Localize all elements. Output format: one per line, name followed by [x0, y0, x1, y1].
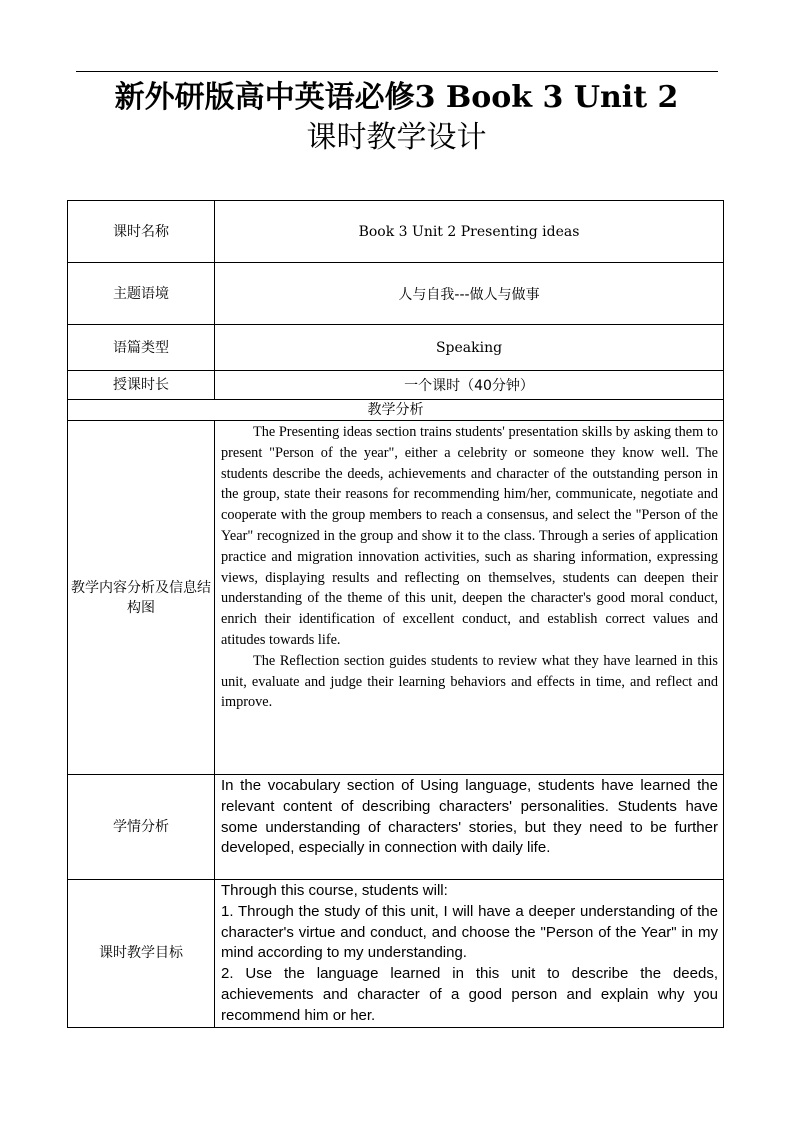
duration-value: 一个课时（40分钟） — [215, 371, 724, 400]
table-row — [68, 263, 724, 325]
table-row — [68, 371, 724, 400]
learner-analysis-text: In the vocabulary section of Using language, students have learned the relevant content of describing characters' personalities. Students have some understanding of characters' stories, but they need to be further developed, especially in connection with daily life. — [221, 777, 718, 857]
table-row — [68, 201, 724, 263]
content-analysis-label: 教学内容分析及信息结构图 — [68, 421, 215, 775]
duration-label: 授课时长 — [68, 371, 215, 400]
table-row — [68, 400, 724, 421]
table-row — [68, 775, 724, 880]
content-paragraph-2: The Reflection section guides students to review what they have learned in this unit, evaluate and judge their learning behaviors and effects in time, and reflect and improve. — [221, 652, 718, 711]
objective-item-1: 1. Through the study of this unit, I will have a deeper understanding of the character's virtue and conduct, and choose the "Person of the Year" in my mind according to my understanding. — [221, 902, 718, 962]
theme-label: 主题语境 — [68, 263, 215, 325]
document-title: 新外研版高中英语必修3 Book 3 Unit 2 — [114, 80, 679, 115]
lesson-name-value: Book 3 Unit 2 Presenting ideas — [215, 201, 724, 263]
table-row — [68, 325, 724, 371]
objectives-label: 课时教学目标 — [68, 880, 215, 1028]
table-row — [68, 880, 724, 1028]
content-paragraph-1: The Presenting ideas section trains students' presentation skills by asking them to present "Person of the year", either a celebrity or someone they know well. The students describe the deeds, achievements and character of the outstanding person in the group, state their reasons for recommending him/her, communicate, negotiate and cooperate with the group members to reach a consensus, and select the "Person of the Year" recognized in the group and show it to the class. Through a series of application practice and migration innovation activities, such as sharing information, expressing views, displaying results and reflecting on themselves, students can deepen their understanding of the theme of this unit, deepen the character's good moral conduct, enrich their identification of excellent conduct, and establish correct values and atitudes towards life. — [221, 424, 718, 648]
content-analysis-cell — [215, 421, 724, 775]
text-type-label: 语篇类型 — [68, 325, 215, 371]
table-row — [68, 421, 724, 775]
header-rule — [76, 71, 718, 72]
learner-analysis-cell — [215, 775, 724, 880]
lesson-plan-table — [67, 200, 724, 1028]
analysis-heading: 教学分析 — [68, 400, 724, 421]
document-subtitle: 课时教学设计 — [306, 120, 487, 155]
lesson-name-label: 课时名称 — [68, 201, 215, 263]
objective-item-2: 2. Use the language learned in this unit to describe the deeds, achievements and character of a good person and explain why you recommend him or her. — [221, 965, 718, 1024]
objectives-intro: Through this course, students will: — [221, 882, 448, 899]
objectives-cell — [215, 880, 724, 1028]
text-type-value: Speaking — [215, 325, 724, 371]
theme-value: 人与自我---做人与做事 — [215, 263, 724, 325]
learner-analysis-label: 学情分析 — [68, 775, 215, 880]
